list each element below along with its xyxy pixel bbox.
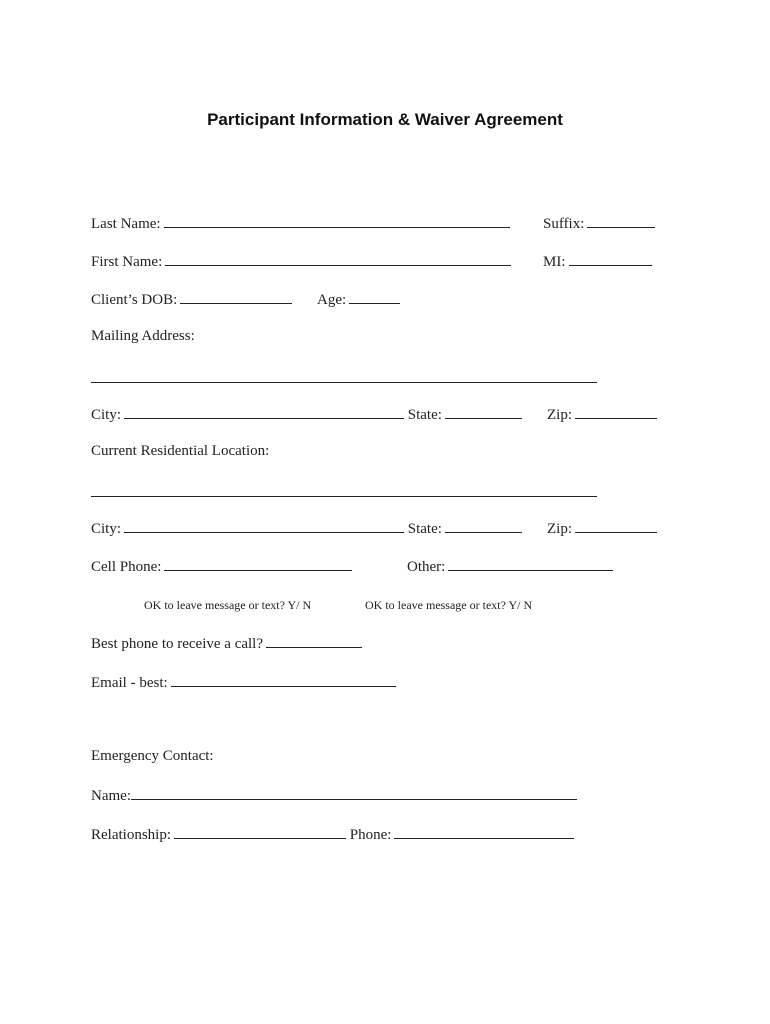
best-phone-field[interactable] bbox=[266, 634, 362, 648]
other-ok-message[interactable]: OK to leave message or text? Y/ N bbox=[365, 598, 533, 612]
mi-label: MI: bbox=[543, 254, 566, 270]
residential-state-field[interactable] bbox=[445, 519, 522, 533]
current-location-field[interactable] bbox=[91, 496, 597, 497]
other-phone-row bbox=[407, 557, 613, 576]
mailing-city-label: City: bbox=[91, 407, 122, 423]
page-title: Participant Information & Waiver Agreement bbox=[207, 110, 563, 129]
other-phone-field[interactable] bbox=[448, 557, 613, 571]
cell-ok-message[interactable]: OK to leave message or text? Y/ N bbox=[144, 598, 312, 612]
suffix-row bbox=[543, 214, 655, 233]
mi-field[interactable] bbox=[569, 252, 652, 266]
mailing-zip-field[interactable] bbox=[575, 405, 657, 419]
relationship-label: Relationship: bbox=[91, 827, 171, 843]
last-name-label: Last Name: bbox=[91, 216, 161, 232]
mailing-address-field[interactable] bbox=[91, 382, 597, 383]
mailing-state-field[interactable] bbox=[445, 405, 522, 419]
mailing-state-label: State: bbox=[407, 407, 442, 423]
age-label: Age: bbox=[317, 292, 347, 308]
emergency-relationship-row bbox=[91, 825, 574, 844]
mailing-zip-row bbox=[547, 405, 657, 424]
residential-zip-field[interactable] bbox=[575, 519, 657, 533]
last-name-field[interactable] bbox=[164, 214, 510, 228]
email-field[interactable] bbox=[171, 673, 396, 687]
residential-city-field[interactable] bbox=[124, 519, 404, 533]
emergency-contact-label: Emergency Contact: bbox=[91, 748, 214, 764]
best-phone-row bbox=[91, 634, 362, 653]
email-row bbox=[91, 673, 396, 692]
residential-state-label: State: bbox=[407, 521, 442, 537]
residential-zip-label: Zip: bbox=[547, 521, 572, 537]
current-location-label: Current Residential Location: bbox=[91, 443, 270, 459]
residential-city-label: City: bbox=[91, 521, 122, 537]
first-name-row bbox=[91, 252, 511, 271]
relationship-field[interactable] bbox=[174, 825, 346, 839]
emergency-name-field[interactable] bbox=[131, 786, 577, 800]
mailing-city-field[interactable] bbox=[124, 405, 404, 419]
dob-row bbox=[91, 290, 292, 309]
cell-phone-row bbox=[91, 557, 352, 576]
emergency-phone-field[interactable] bbox=[394, 825, 574, 839]
other-phone-label: Other: bbox=[407, 559, 446, 575]
cell-phone-field[interactable] bbox=[164, 557, 352, 571]
first-name-label: First Name: bbox=[91, 254, 163, 270]
suffix-field[interactable] bbox=[587, 214, 655, 228]
mailing-address-label: Mailing Address: bbox=[91, 328, 195, 344]
residential-city-row bbox=[91, 519, 522, 538]
mailing-zip-label: Zip: bbox=[547, 407, 572, 423]
emergency-phone-label: Phone: bbox=[349, 827, 392, 843]
dob-field[interactable] bbox=[180, 290, 292, 304]
suffix-label: Suffix: bbox=[543, 216, 585, 232]
first-name-field[interactable] bbox=[165, 252, 511, 266]
last-name-row bbox=[91, 214, 510, 233]
best-phone-label: Best phone to receive a call? bbox=[91, 636, 264, 652]
email-label: Email - best: bbox=[91, 675, 168, 691]
dob-label: Client’s DOB: bbox=[91, 292, 178, 308]
emergency-name-row bbox=[91, 786, 577, 805]
age-row bbox=[317, 290, 400, 309]
emergency-name-label: Name: bbox=[91, 788, 131, 804]
age-field[interactable] bbox=[349, 290, 400, 304]
cell-phone-label: Cell Phone: bbox=[91, 559, 162, 575]
mailing-city-row bbox=[91, 405, 522, 424]
mi-row bbox=[543, 252, 652, 271]
residential-zip-row bbox=[547, 519, 657, 538]
